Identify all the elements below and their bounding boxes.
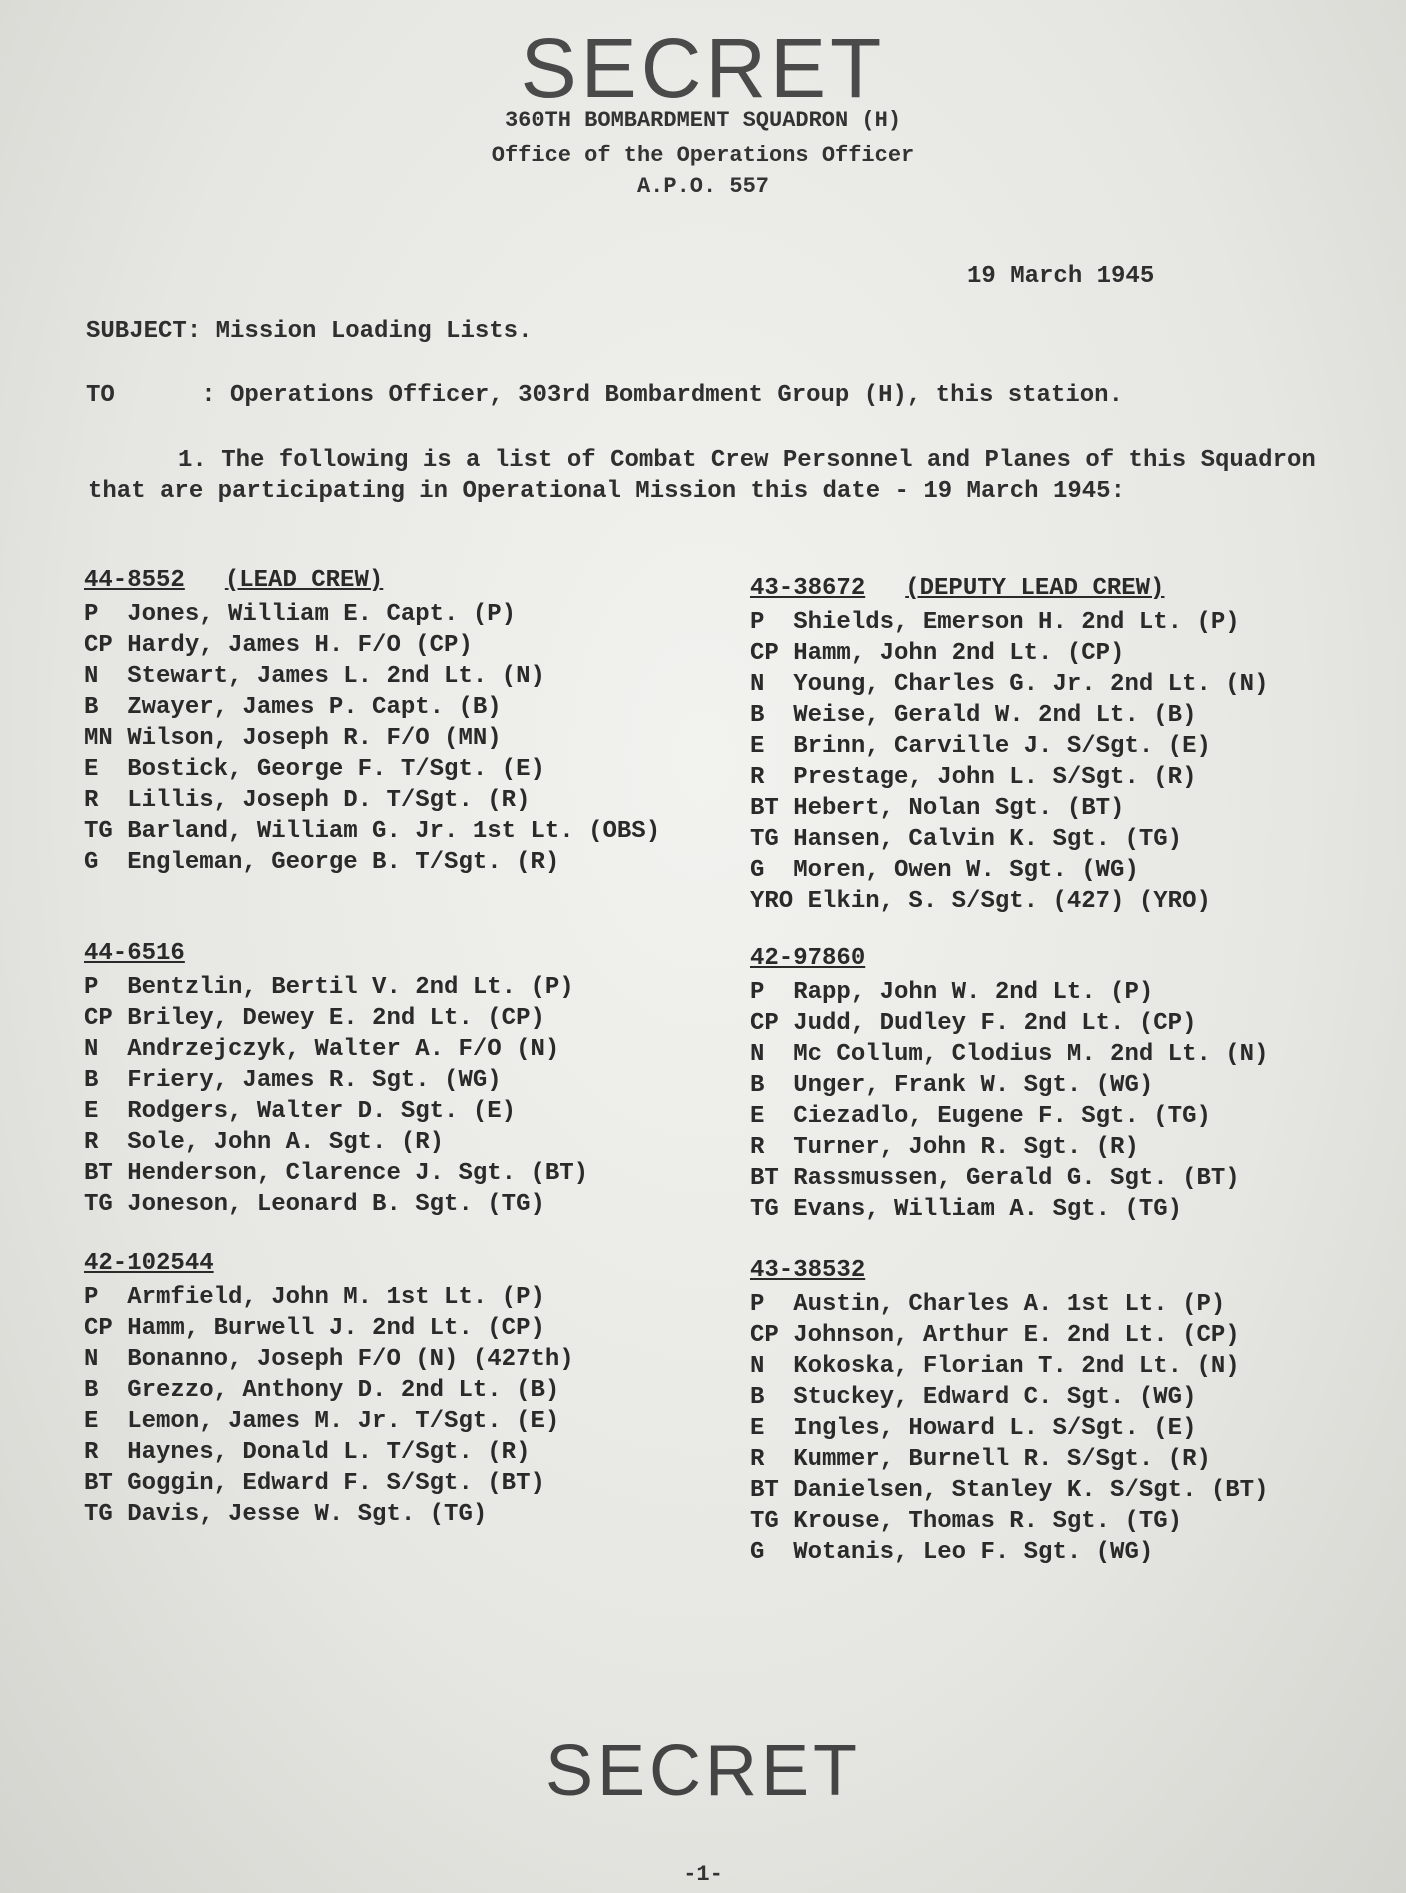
crew-header [84, 567, 660, 599]
subject-line: SUBJECT: Mission Loading Lists. [86, 318, 533, 345]
to-line: TO : Operations Officer, 303rd Bombardment Group (H), this station. [86, 382, 1123, 409]
crew-member: E Ciezadlo, Eugene F. Sgt. (TG) [750, 1103, 1211, 1130]
crew-block [750, 1257, 1268, 1568]
crew-member: TG Barland, William G. Jr. 1st Lt. (OBS) [84, 818, 661, 845]
crew-header [750, 1257, 1268, 1289]
crew-member: CP Hamm, Burwell J. 2nd Lt. (CP) [84, 1315, 545, 1342]
crew-member: B Grezzo, Anthony D. 2nd Lt. (B) [84, 1377, 560, 1404]
crew-member: N Bonanno, Joseph F/O (N) (427th) [84, 1346, 574, 1373]
crew-header [750, 945, 1268, 977]
aircraft-serial: 44-8552 [84, 567, 185, 594]
crew-member: YRO Elkin, S. S/Sgt. (427) (YRO) [750, 888, 1211, 915]
crew-member: N Stewart, James L. 2nd Lt. (N) [84, 663, 545, 690]
crew-member: CP Judd, Dudley F. 2nd Lt. (CP) [750, 1010, 1197, 1037]
crew-member: B Friery, James R. Sgt. (WG) [84, 1067, 502, 1094]
crew-member: N Mc Collum, Clodius M. 2nd Lt. (N) [750, 1041, 1269, 1068]
crew-block [84, 1250, 574, 1530]
crew-member: TG Krouse, Thomas R. Sgt. (TG) [750, 1508, 1183, 1535]
crew-member: N Andrzejczyk, Walter A. F/O (N) [84, 1036, 560, 1063]
crew-member: P Rapp, John W. 2nd Lt. (P) [750, 979, 1154, 1006]
crew-member: E Lemon, James M. Jr. T/Sgt. (E) [84, 1408, 560, 1435]
document-date: 19 March 1945 [967, 263, 1155, 290]
crew-member: E Bostick, George F. T/Sgt. (E) [84, 756, 545, 783]
crew-member: CP Briley, Dewey E. 2nd Lt. (CP) [84, 1005, 545, 1032]
crew-header [84, 1250, 574, 1282]
crew-member: TG Hansen, Calvin K. Sgt. (TG) [750, 826, 1183, 853]
crew-member: BT Rassmussen, Gerald G. Sgt. (BT) [750, 1165, 1240, 1192]
apo-heading: A.P.O. 557 [636, 174, 770, 199]
crew-block [84, 940, 588, 1220]
office-heading: Office of the Operations Officer [491, 143, 915, 168]
crew-member: BT Danielsen, Stanley K. S/Sgt. (BT) [750, 1477, 1269, 1504]
aircraft-serial: 42-97860 [750, 945, 866, 972]
crew-member: CP Hamm, John 2nd Lt. (CP) [750, 640, 1125, 667]
crew-member: CP Hardy, James H. F/O (CP) [84, 632, 473, 659]
crew-member: BT Goggin, Edward F. S/Sgt. (BT) [84, 1470, 545, 1497]
crew-member: E Brinn, Carville J. S/Sgt. (E) [750, 733, 1211, 760]
crew-header [750, 575, 1268, 607]
crew-label: (LEAD CREW) [224, 567, 384, 594]
crew-member: P Bentzlin, Bertil V. 2nd Lt. (P) [84, 974, 574, 1001]
unit-heading: 360TH BOMBARDMENT SQUADRON (H) [504, 108, 902, 133]
crew-block [750, 945, 1268, 1225]
aircraft-serial: 42-102544 [84, 1250, 214, 1277]
intro-paragraph: 1. The following is a list of Combat Crew Personnel and Planes of this Squadron that are participating in Operational Mission this date - 19 March 1945: [88, 447, 1316, 505]
crew-member: CP Johnson, Arthur E. 2nd Lt. (CP) [750, 1322, 1240, 1349]
crew-member: E Rodgers, Walter D. Sgt. (E) [84, 1098, 517, 1125]
crew-member: B Zwayer, James P. Capt. (B) [84, 694, 502, 721]
crew-member: R Lillis, Joseph D. T/Sgt. (R) [84, 787, 531, 814]
crew-member: E Ingles, Howard L. S/Sgt. (E) [750, 1415, 1197, 1442]
aircraft-serial: 43-38532 [750, 1257, 866, 1284]
crew-member: G Moren, Owen W. Sgt. (WG) [750, 857, 1139, 884]
crew-member: R Sole, John A. Sgt. (R) [84, 1129, 445, 1156]
aircraft-serial: 44-6516 [84, 940, 185, 967]
crew-member: MN Wilson, Joseph R. F/O (MN) [84, 725, 502, 752]
page-number: -1- [683, 1862, 723, 1887]
crew-member: P Shields, Emerson H. 2nd Lt. (P) [750, 609, 1240, 636]
crew-member: N Kokoska, Florian T. 2nd Lt. (N) [750, 1353, 1240, 1380]
crew-block [84, 567, 660, 878]
crew-label: (DEPUTY LEAD CREW) [905, 575, 1165, 602]
crew-member: B Weise, Gerald W. 2nd Lt. (B) [750, 702, 1197, 729]
crew-member: TG Joneson, Leonard B. Sgt. (TG) [84, 1191, 545, 1218]
crew-member: R Prestage, John L. S/Sgt. (R) [750, 764, 1197, 791]
crew-member: B Unger, Frank W. Sgt. (WG) [750, 1072, 1154, 1099]
crew-member: B Stuckey, Edward C. Sgt. (WG) [750, 1384, 1197, 1411]
aircraft-serial: 43-38672 [750, 575, 866, 602]
crew-member: TG Davis, Jesse W. Sgt. (TG) [84, 1501, 488, 1528]
crew-member: P Jones, William E. Capt. (P) [84, 601, 517, 628]
secret-stamp-top: SECRET [520, 21, 886, 115]
crew-member: N Young, Charles G. Jr. 2nd Lt. (N) [750, 671, 1269, 698]
crew-member: P Austin, Charles A. 1st Lt. (P) [750, 1291, 1226, 1318]
crew-member: TG Evans, William A. Sgt. (TG) [750, 1196, 1183, 1223]
crew-member: BT Henderson, Clarence J. Sgt. (BT) [84, 1160, 589, 1187]
crew-member: BT Hebert, Nolan Sgt. (BT) [750, 795, 1125, 822]
crew-member: R Haynes, Donald L. T/Sgt. (R) [84, 1439, 531, 1466]
crew-member: G Engleman, George B. T/Sgt. (R) [84, 849, 560, 876]
crew-member: G Wotanis, Leo F. Sgt. (WG) [750, 1539, 1154, 1566]
secret-stamp-bottom: SECRET [544, 1731, 862, 1811]
crew-block [750, 575, 1268, 917]
crew-member: R Turner, John R. Sgt. (R) [750, 1134, 1139, 1161]
crew-header [84, 940, 588, 972]
crew-member: R Kummer, Burnell R. S/Sgt. (R) [750, 1446, 1211, 1473]
crew-member: P Armfield, John M. 1st Lt. (P) [84, 1284, 545, 1311]
